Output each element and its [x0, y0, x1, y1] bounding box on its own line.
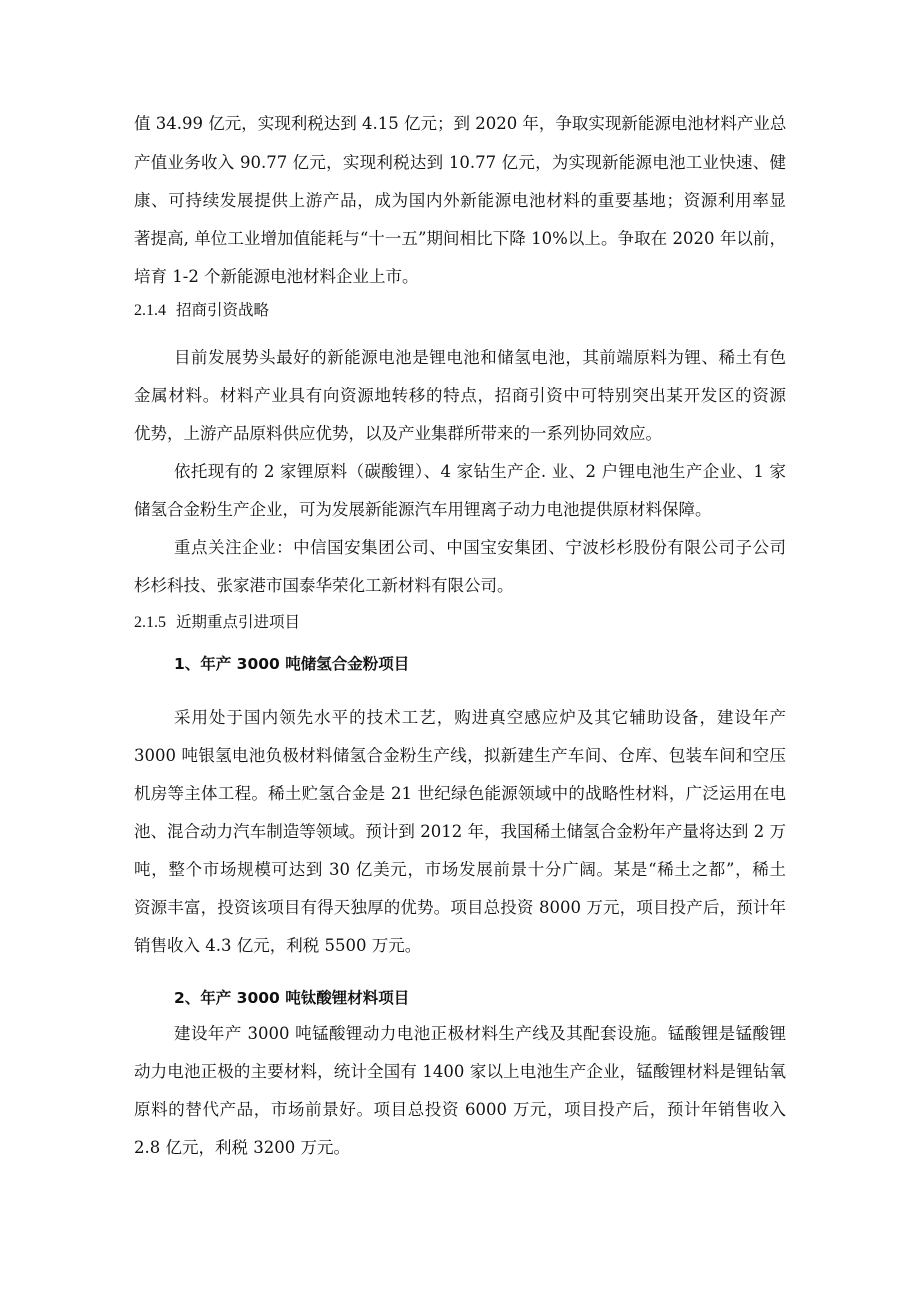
text-line: 依托现有的 2 家锂原料（碳酸锂）、4 家钻生产企. 业、2 户锂电池生产企业、1 家	[174, 462, 786, 481]
text-line: 储氢合金粉生产企业，可为发展新能源汽车用锂离子动力电池提供原材料保障。	[134, 500, 712, 519]
section-title: 招商引资战略	[176, 301, 270, 319]
project-1-title: 1、年产 3000 吨储氢合金粉项目	[174, 655, 410, 673]
text-line: 动力电池正极的主要材料，统计全国有 1400 家以上电池生产企业，锰酸锂材料是锂钻氧	[134, 1062, 786, 1081]
text-line: 优势，上游产品原料供应优势，以及产业集群所带来的一系列协同效应。	[134, 424, 662, 443]
project-2-title: 2、年产 3000 吨钛酸锂材料项目	[174, 989, 410, 1007]
text-line: 杉杉科技、张家港市国泰华荣化工新材料有限公司。	[134, 576, 514, 595]
text-line: 资源丰富，投资该项目有得天独厚的优势。项目总投资 8000 万元，项目投产后，预计年	[134, 898, 786, 917]
text-line: 吨，整个市场规模可达到 30 亿美元，市场发展前景十分广阔。某是“稀土之都”，稀土	[134, 860, 786, 879]
text-line: 销售收入 4.3 亿元，利税 5500 万元。	[134, 936, 422, 955]
text-line: 重点关注企业：中信国安集团公司、中国宝安集团、宁波杉杉股份有限公司子公司	[174, 538, 786, 557]
section-title: 近期重点引进项目	[176, 613, 301, 631]
text-line: 产值业务收入 90.77 亿元，实现利税达到 10.77 亿元，为实现新能源电池工业快速、健	[134, 153, 786, 172]
section-number: 2.1.5	[134, 614, 166, 631]
section-heading-2-1-5	[134, 609, 300, 636]
text-line: 目前发展势头最好的新能源电池是锂电池和储氢电池，其前端原料为锂、稀土有色	[174, 348, 786, 367]
text-line: 培育 1-2 个新能源电池材料企业上市。	[134, 267, 419, 286]
text-line: 机房等主体工程。稀土贮氢合金是 21 世纪绿色能源领域中的战略性材料，广泛运用在电	[134, 784, 786, 803]
text-line: 金属材料。材料产业具有向资源地转移的特点，招商引资中可特别突出某开发区的资源	[134, 386, 786, 405]
section-number: 2.1.4	[134, 302, 166, 319]
text-line: 著提高, 单位工业增加值能耗与“十一五”期间相比下降 10%以上。争取在 2020 年以前，	[134, 229, 786, 248]
text-line: 采用处于国内领先水平的技术工艺，购进真空感应炉及其它辅助设备，建设年产	[174, 708, 786, 727]
text-line: 原料的替代产品，市场前景好。项目总投资 6000 万元，项目投产后，预计年销售收入	[134, 1100, 786, 1119]
text-line: 建设年产 3000 吨锰酸锂动力电池正极材料生产线及其配套设施。锰酸锂是锰酸锂	[174, 1024, 786, 1043]
text-line: 3000 吨银氢电池负极材料储氢合金粉生产线，拟新建生产车间、仓库、包装车间和空压	[134, 746, 786, 765]
text-line: 池、混合动力汽车制造等领域。预计到 2012 年，我国稀土储氢合金粉年产量将达到 2 万	[134, 822, 786, 841]
text-line: 康、可持续发展提供上游产品，成为国内外新能源电池材料的重要基地；资源利用率显	[134, 191, 786, 210]
section-heading-2-1-4	[134, 297, 269, 324]
text-line: 值 34.99 亿元，实现利税达到 4.15 亿元；到 2020 年，争取实现新能源电池材料产业总	[134, 114, 787, 133]
text-line: 2.8 亿元，利税 3200 万元。	[134, 1138, 350, 1157]
